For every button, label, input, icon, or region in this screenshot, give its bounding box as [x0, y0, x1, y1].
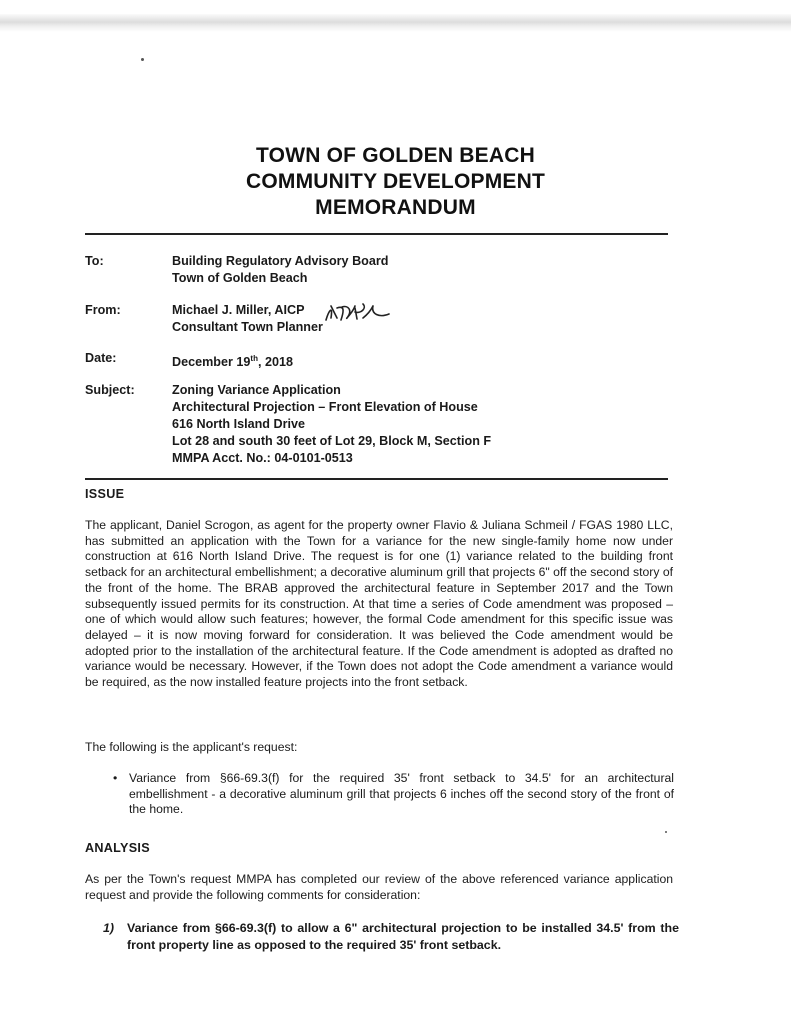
issue-heading: ISSUE: [85, 487, 125, 501]
analysis-item-number: 1): [103, 921, 115, 935]
from-value: [172, 302, 323, 336]
to-label: To:: [85, 254, 104, 268]
from-line: Consultant Town Planner: [172, 320, 323, 334]
subject-line: Lot 28 and south 30 feet of Lot 29, Block M, Section F: [172, 434, 492, 448]
analysis-item-text: Variance from §66-69.3(f) to allow a 6" architectural projection to be installed 34.5' from the front property line as opposed to the required 35' front setback.: [127, 921, 679, 952]
date-day: December 19: [172, 355, 251, 370]
subject-label: Subject:: [85, 383, 135, 397]
title-line: MEMORANDUM: [315, 196, 476, 219]
from-line: Michael J. Miller, AICP: [172, 303, 305, 317]
scan-speck: [141, 58, 144, 61]
subject-line: 616 North Island Drive: [172, 417, 305, 431]
to-line: Building Regulatory Advisory Board: [172, 254, 389, 268]
subject-line: Architectural Projection – Front Elevation of House: [172, 400, 478, 414]
to-value: [172, 253, 388, 287]
bullet-marker: •: [113, 771, 118, 785]
header-divider-top: [85, 233, 668, 235]
analysis-paragraph: As per the Town's request MMPA has completed our review of the above referenced variance application request and provide the following comments for consideration:: [85, 872, 673, 902]
handwritten-signature: [323, 300, 393, 328]
date-value: [172, 350, 293, 371]
from-label: From:: [85, 303, 121, 317]
issue-paragraph: The applicant, Daniel Scrogon, as agent for the property owner Flavio & Juliana Schmeil / FGAS 1980 LLC, has submitted an application with the Town for a variance for the new single-family home now under construction at 616 North Island Drive. The request is for one (1) variance related to the building front setback for an architectural embellishment; a decorative aluminum grill that projects 6" off the second story of the front of the home. The BRAB approved the architectural feature in September 2017 and the Town subsequently issued permits for its construction. At that time a series of Code amendment was proposed – one of which would allow such features; however, the formal Code amendment for this specific issue was delayed – it is now moving forward for consideration. It was believed the Code amendment would be adopted prior to the installation of the architectural feature. If the Code amendment is adopted as drafted no variance would be necessary. However, if the Town does not adopt the Code amendment a variance would be required, as the now installed feature projects into the front setback.: [85, 518, 673, 690]
request-intro: The following is the applicant's request:: [85, 740, 298, 754]
to-line: Town of Golden Beach: [172, 271, 308, 285]
subject-value: [172, 382, 491, 467]
memo-title: [0, 143, 791, 221]
title-line: COMMUNITY DEVELOPMENT: [246, 170, 545, 193]
date-year: , 2018: [257, 355, 293, 370]
title-line: TOWN OF GOLDEN BEACH: [256, 144, 535, 167]
scan-artifact-band: [0, 14, 791, 32]
header-divider-bottom: [85, 478, 668, 480]
bullet-text: Variance from §66-69.3(f) for the required 35' front setback to 34.5' for an architectural embellishment - a decorative aluminum grill that projects 6 inches off the second story of the front of the home.: [129, 771, 674, 817]
analysis-heading: ANALYSIS: [85, 841, 150, 855]
subject-line: MMPA Acct. No.: 04-0101-0513: [172, 451, 353, 465]
subject-line: Zoning Variance Application: [172, 383, 341, 397]
date-label: Date:: [85, 351, 117, 365]
date-suffix: th: [250, 354, 258, 363]
scan-speck: [665, 831, 667, 833]
